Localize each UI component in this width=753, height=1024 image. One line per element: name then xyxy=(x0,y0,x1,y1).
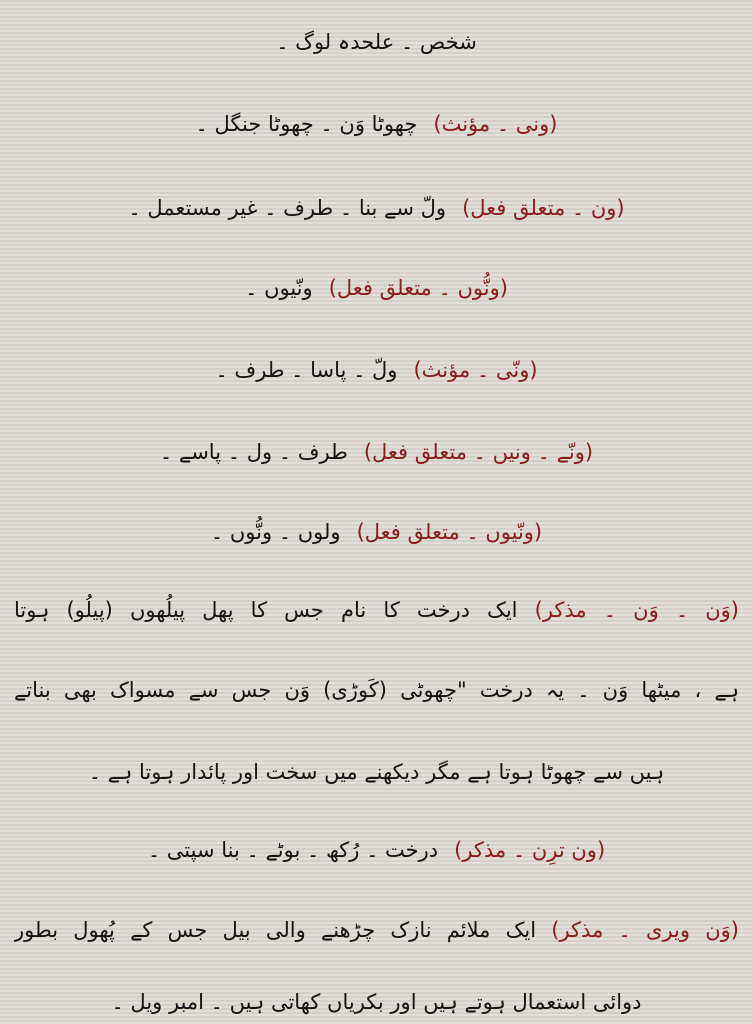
headword: (ونّی ۔ مؤنث) xyxy=(413,358,538,382)
headword: (ونّیوں ۔ متعلق فعل) xyxy=(356,520,543,544)
entry-line xyxy=(14,350,739,390)
definition: طرف ۔ ول ۔ پاسے ۔ xyxy=(159,440,348,464)
entry-line xyxy=(14,910,739,950)
definition: دوائی استعمال ہوتے ہیں اور بکریاں کھاتی ہیں ۔ امبر ویل ۔ xyxy=(111,990,642,1014)
entry-line xyxy=(14,188,739,228)
definition: ہیں سے چھوٹا ہوتا ہے مگر دیکھنے میں سخت اور پائدار ہوتا ہے ۔ xyxy=(88,760,665,784)
entry-line xyxy=(14,512,739,552)
entry-line xyxy=(14,590,739,630)
entry-line xyxy=(14,982,739,1022)
definition: ولوں ۔ ونُّوں ۔ xyxy=(210,520,341,544)
entry-line xyxy=(14,752,739,792)
definition: ایک ملائم نازک چڑھنے والی بیل جس کے پُھول بطور xyxy=(14,918,537,942)
definition: ولّ سے بنا ۔ طرف ۔ غیر مستعمل ۔ xyxy=(128,196,447,220)
headword: (ون ۔ متعلق فعل) xyxy=(462,196,625,220)
headword: (ونّے ۔ ونیں ۔ متعلق فعل) xyxy=(363,440,594,464)
definition: ونّیوں ۔ xyxy=(245,276,313,300)
entry-line xyxy=(14,830,739,870)
entry-line xyxy=(14,670,739,710)
definition: درخت ۔ رُکھ ۔ بوٹے ۔ بنا سپتی ۔ xyxy=(147,838,439,862)
entry-line xyxy=(14,432,739,472)
definition: چھوٹا وَن ۔ چھوٹا جنگل ۔ xyxy=(195,112,418,136)
definition: ولّ ۔ پاسا ۔ طرف ۔ xyxy=(215,358,398,382)
entry-line xyxy=(14,268,739,308)
headword: (وَن ویری ۔ مذکر) xyxy=(551,918,739,942)
headword: (ون ترِن ۔ مذکر) xyxy=(454,838,606,862)
headword: (ونُّوں ۔ متعلق فعل) xyxy=(328,276,508,300)
definition: ایک درخت کا نام جس کا پھل پیلُھوں (پیلُو) ہوتا xyxy=(14,598,518,622)
headword: (وَن ۔ وَن ۔ مذکر) xyxy=(534,598,739,622)
entry-text: شخص ۔ علحدہ لوگ ۔ xyxy=(276,30,477,54)
entry-line xyxy=(14,104,739,144)
entry-line xyxy=(14,22,739,62)
headword: (ونی ۔ مؤنث) xyxy=(433,112,558,136)
definition: ہے ، میٹھا وَن ۔ یہ درخت "چھوٹی (کَوڑی) وَن جس سے مسواک بھی بناتے xyxy=(14,678,739,702)
